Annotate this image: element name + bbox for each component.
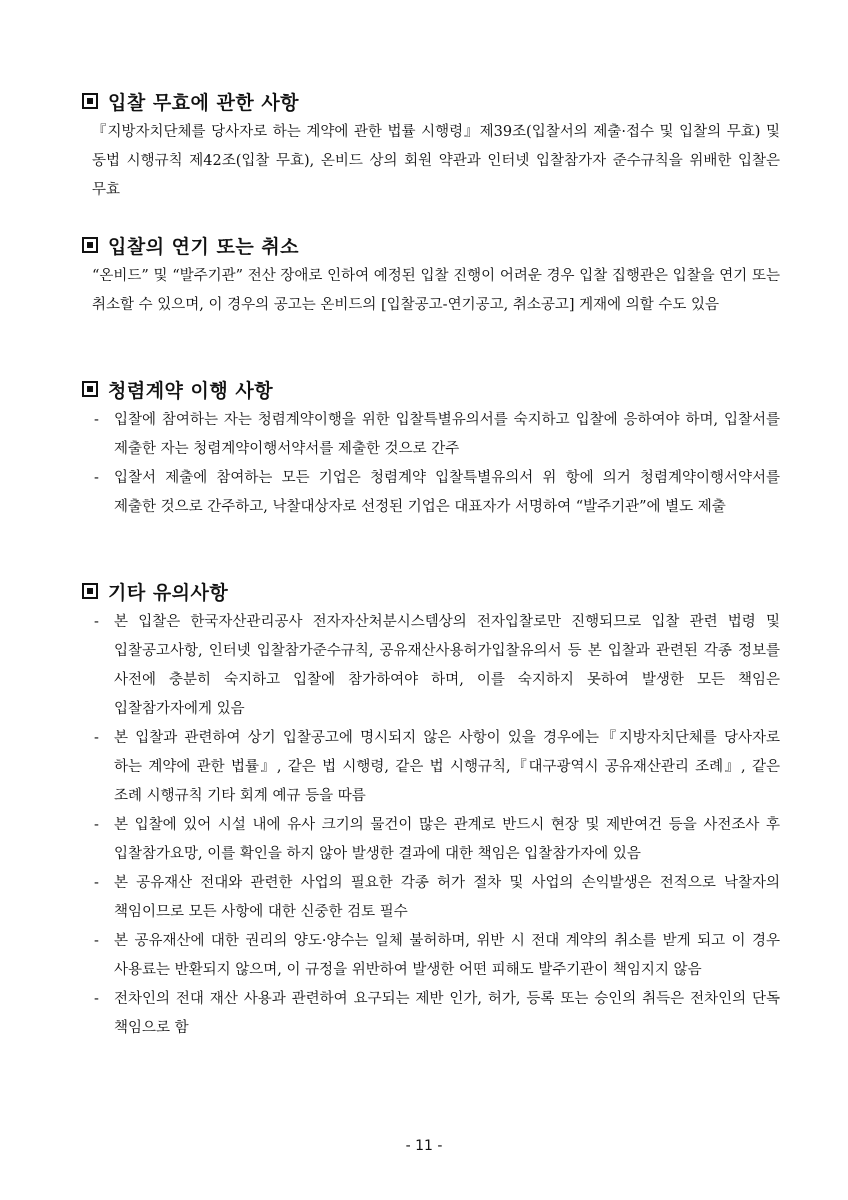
dash-marker: - [94, 730, 99, 746]
section-title: 입찰 무효에 관한 사항 [108, 91, 300, 114]
list-item [80, 869, 780, 927]
section-bid-invalidity [80, 84, 780, 205]
list-item [80, 464, 780, 522]
section-title: 입찰의 연기 또는 취소 [108, 235, 300, 258]
section-paragraph: “온비드” 및 “발주기관” 전산 장애로 인하여 예정된 입찰 진행이 어려운 경우 입찰 집행관은 입찰을 연기 또는 취소할 수 있으며, 이 경우의 공고는 온비드의 [입찰공고-연기공고, 취소공고] 게재에 의할 수도 있음 [92, 268, 780, 313]
section-title: 청렴계약 이행 사항 [108, 379, 274, 402]
section-heading [80, 372, 780, 406]
dash-marker: - [94, 470, 99, 486]
square-bullet-icon [82, 583, 98, 599]
list-item [80, 724, 780, 811]
list-item-text: 전차인의 전대 재산 사용과 관련하여 요구되는 제반 인가, 허가, 등록 또는 승인의 취득은 전차인의 단독 책임으로 함 [114, 991, 780, 1036]
section-title: 기타 유의사항 [108, 581, 229, 604]
section-integrity-contract [80, 372, 780, 522]
dash-marker: - [94, 412, 99, 428]
bullet-list [80, 608, 780, 1043]
bullet-list [80, 406, 780, 522]
list-item [80, 985, 780, 1043]
list-item-text: 본 공유재산에 대한 권리의 양도·양수는 일체 불허하며, 위반 시 전대 계약의 취소를 받게 되고 이 경우 사용료는 반환되지 않으며, 이 규정을 위반하여 발생한 어떤 피해도 발주기관이 책임지지 않음 [114, 933, 780, 978]
list-item [80, 406, 780, 464]
list-item-text: 입찰에 참여하는 자는 청렴계약이행을 위한 입찰특별유의서를 숙지하고 입찰에 응하여야 하며, 입찰서를 제출한 자는 청렴계약이행서약서를 제출한 것으로 간주 [114, 412, 780, 457]
square-bullet-icon [82, 93, 98, 109]
list-item-text: 본 입찰은 한국자산관리공사 전자자산처분시스템상의 전자입찰로만 진행되므로 입찰 관련 법령 및 입찰공고사항, 인터넷 입찰참가준수규칙, 공유재산사용허가입찰유의서 등 본 입찰과 관련된 각종 정보를 사전에 충분히 숙지하고 입찰에 참가하여야 하며, 이를 숙지하지 못하여 발생한 모든 책임은 입찰참가자에게 있음 [114, 614, 781, 717]
list-item-text: 본 공유재산 전대와 관련한 사업의 필요한 각종 허가 절차 및 사업의 손익발생은 전적으로 낙찰자의 책임이므로 모든 사항에 대한 신중한 검토 필수 [114, 875, 780, 920]
dash-marker: - [94, 875, 99, 891]
section-bid-postpone-cancel [80, 228, 780, 320]
section-paragraph: 『지방자치단체를 당사자로 하는 계약에 관한 법률 시행령』제39조(입찰서의 제출·접수 및 입찰의 무효) 및 동법 시행규칙 제42조(입찰 무효), 온비드 상의 회원 약관과 인터넷 입찰참가자 준수규칙을 위배한 입찰은 무효 [92, 124, 780, 198]
list-item [80, 927, 780, 985]
list-item-text: 본 입찰에 있어 시설 내에 유사 크기의 물건이 많은 관계로 반드시 현장 및 제반여건 등을 사전조사 후 입찰참가요망, 이를 확인을 하지 않아 발생한 결과에 대한 책임은 입찰참가자에 있음 [114, 817, 780, 862]
dash-marker: - [94, 817, 99, 833]
page-number: - 11 - [405, 1138, 443, 1154]
dash-marker: - [94, 933, 99, 949]
dash-marker: - [94, 614, 99, 630]
square-bullet-icon [82, 237, 98, 253]
section-heading [80, 84, 780, 118]
section-heading [80, 228, 780, 262]
section-heading [80, 574, 780, 608]
list-item [80, 811, 780, 869]
dash-marker: - [94, 991, 99, 1007]
list-item-text: 입찰서 제출에 참여하는 모든 기업은 청렴계약 입찰특별유의서 위 항에 의거 청렴계약이행서약서를 제출한 것으로 간주하고, 낙찰대상자로 선정된 기업은 대표자가 서명하여 “발주기관”에 별도 제출 [114, 470, 780, 515]
list-item [80, 608, 780, 724]
square-bullet-icon [82, 381, 98, 397]
section-other-notes [80, 574, 780, 1043]
list-item-text: 본 입찰과 관련하여 상기 입찰공고에 명시되지 않은 사항이 있을 경우에는『지방자치단체를 당사자로 하는 계약에 관한 법률』, 같은 법 시행령, 같은 법 시행규칙,『대구광역시 공유재산관리 조례』, 같은 조례 시행규칙 기타 회계 예규 등을 따름 [114, 730, 780, 804]
